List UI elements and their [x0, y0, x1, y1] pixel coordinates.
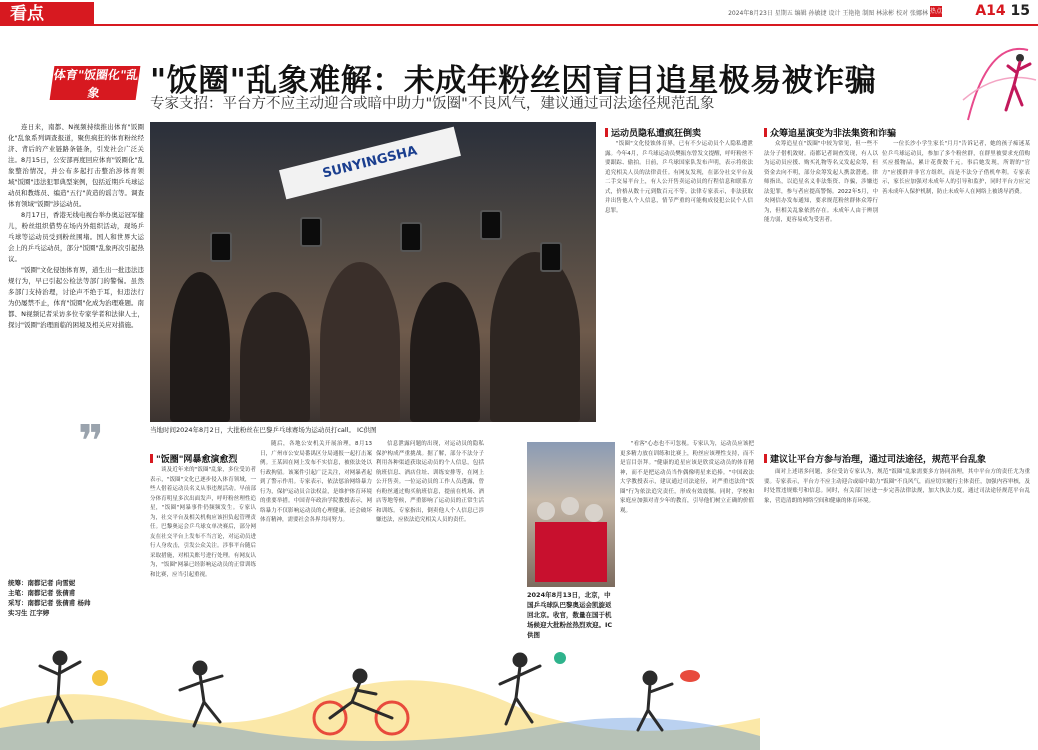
lead-paragraph: 8月17日，香港无线电视台举办奥运冠军健儿，粉丝组织借势在场内外组织活动，现场乒乓球等运动员受到粉丝围堵。国人和世界大运会上的乒乓运动员，部分"饭圈"乱象再次引起热议。 — [8, 211, 144, 263]
sports-illustration — [0, 618, 760, 750]
section-heading: 建议让平台方参与治理，通过司法途径，规范平台乱象 — [764, 452, 986, 465]
credits — [8, 578, 144, 618]
series-badge — [50, 66, 141, 111]
lead-column — [8, 122, 144, 427]
section-heading: "饭圈"网暴愈演愈烈 — [150, 452, 237, 465]
body-column: "饭圈"文化侵蚀体育界，已有不少运动员个人隐私遭泄露。今年4月，乒乓球运动员樊振东曾发文提醒，呼吁粉丝不要跟踪、偷拍。日前，乒乓球国家队发布声明，表示将依法追究相关人员的法律责任。有网友发现，在部分社交平台及二手交易平台上，有人公开售卖运动员的行程信息和联系方式，价格从数十元到数百元不等。法律专家表示，非法获取并出售他人个人信息，情节严重的可能构成侵犯公民个人信息罪。 — [605, 141, 753, 214]
credit-line: 采写：南都记者 张倩甫 杨帅 — [8, 599, 91, 607]
body-column: 面对上述诸多问题，多位受访专家认为，规范"饭圈"乱象需要多方协同治理，其中平台方的责任尤为重要。专家表示，平台方不应主动迎合或暗中助力"饭圈"不良风气，而应切实履行主体责任，加强内容审核，及时处置违规账号和信息。同时，有关部门应进一步完善法律法规，加大执法力度，通过司法途径规范平台乱象，营造清朗的网络空间和健康的体育环境。 — [764, 469, 1030, 504]
section-heading: 运动员隐私遭疯狂倒卖 — [605, 126, 701, 139]
body-column: 一位长沙小学生家长"月月"告诉记者，她的孩子痴迷某位乒乓球运动员，参加了多个粉丝群，在群里被要求充值购买应援物品，累计花费数千元。事后她发现，所谓的"官方"应援群并非官方组织，而是不法分子借机牟利。专家表示，家长应加强对未成年人的引导和监护，同时平台方应完善未成年人保护机制，防止未成年人在网络上被诱导消费。 — [882, 141, 1030, 195]
page-extra: 15 — [1010, 3, 1030, 19]
credit-line: 实习生 江字婷 — [8, 609, 50, 617]
body-column: 众筹追星在"饭圈"中较为常见，但一些不法分子借机敛财。南都记者调查发现，有人以为运动员应援、购买礼物等名义发起众筹，但资金去向不明，部分众筹发起人携款潜逃。律师指出，以追星名义非法集资、诈骗，涉嫌违法犯罪，参与者应提高警惕。2022年5月，中央网信办发布通知，要求规范粉丝群体众筹行为，但相关乱象依然存在。未成年人由于辨别能力弱，更容易成为受害者。 — [764, 141, 878, 223]
body-column: 随后，各地公安机关开展治理，8月13日，广州市公安局番禺区分局通报一起打击案例。王某因在网上发布不实信息，被依法处以行政拘留。该案件引起广泛关注，对网暴者起到了警示作用。专家表示，依法惩治网络暴力行为，保护运动员合法权益，是维护体育环境的重要举措。中国青年政治学院教授表示，网络暴力不仅影响运动员的心理健康，还会破坏体育精神，需要社会各界共同努力。 — [260, 441, 372, 523]
quote-mark-icon: ❞ — [78, 416, 104, 467]
main-photo-caption: 当地时间2024年8月2日，大批粉丝在巴黎乒乓球赛场为运动员打call。 IC供图 — [150, 426, 377, 434]
page-number — [975, 3, 1030, 19]
subheadline: 专家支招：平台方不应主动迎合或暗中助力"饭圈"不良风气，建议通过司法途径规范乱象 — [150, 96, 715, 112]
header-meta: 2024年8月23日 星期五 编辑 孙敏捷 设计 王艳艳 制图 林泳彬 校对 张娜林 — [728, 10, 928, 17]
page-letter: A — [975, 3, 987, 19]
body-column: "看客"心态也不可忽视。专家认为，运动员应该把更多精力放在训练和比赛上，粉丝应该理性支持，而不是盲目崇拜。"健康的追星应该是欣赏运动员的体育精神，而不是把运动员当作偶像明星来追捧。"中国政法大学教授表示，建议通过司法途径，对严重违法的"饭圈"行为依法追究责任，形成有效震慑。同时，学校和家庭应加强对青少年的教育，引导他们树立正确的价值观。 — [620, 441, 754, 514]
series-title: 体育"饭圈化"乱象 — [52, 68, 140, 100]
section-tag: 看点 — [0, 2, 94, 26]
gymnast-illustration — [958, 30, 1038, 130]
secondary-photo-caption: 2024年8月13日，北京，中国乒乓球队巴黎奥运会凯旋返回北京。收官，数量在国于机场候迎大批粉丝热烈欢迎。IC供图 — [527, 591, 613, 639]
lead-paragraph: 连日来，南都、N视频持续推出体育"饭圈化"乱象系列调查报道，聚焦疯狂的体育粉丝经济、背后的产业链路条链条，引发社会广泛关注。8月15日，公安部再度回应体育"饭圈化"乱象整治情况，并公布多起打击整治涉体育领域"饭圈"违法犯罪典型案例，包括近期乒乓球运动员和教练员、编造"五行"黄造的谣言等。调查体育领域"饭圈"涉运动员。 — [8, 123, 144, 208]
series-subtitle: 系列调查报道之 — [70, 104, 114, 111]
headline: "饭圈"乱象难解：未成年粉丝因盲目追星极易被诈骗 — [150, 63, 877, 99]
page-header — [0, 0, 1038, 28]
body-column: 信息泄露问题的出现，对运动员的隐私保护构成严重挑战。据了解，部分不法分子利用各种渠道获取运动员的个人信息，包括航班信息、酒店住址、训练安排等，在网上公开售卖。一位运动员的工作人员透露，曾有粉丝通过购买航班信息，提前在机场、酒店等地等候，严重影响了运动员的正常生活和训练。专家指出，倒卖他人个人信息已涉嫌违法，应依法追究相关人员的责任。 — [376, 441, 484, 523]
fan-banner: SUNYINGSHA — [279, 127, 461, 200]
secondary-photo — [527, 442, 615, 587]
page-num: 14 — [986, 3, 1006, 19]
body-column: 谈及近年来的"饭圈"乱象，多位受访者表示，"饭圈"文化已逐步侵入体育领域，一些人借着运动员名义从事违规活动。早前部分体育明星多次出面发声，呼吁粉丝理性追星，"饭圈"网暴事件仍频频发生。专家认为，社交平台及相关机构应该担负起管理责任。巴黎奥运会乒乓球女单决赛后，部分网友在社交平台上发布不当言论，对运动员进行人身攻击，引发公众关注。涉事平台随后采取措施，对相关账号进行处理。有网友认为，"饭圈"网暴已经影响运动员的正常训练和比赛，应当引起重视。 — [150, 467, 256, 578]
lead-paragraph: "饭圈"文化侵蚀体育界，道生出一批违法违规行为，早已引起公检法等部门的警惕。虽然多部门支持治理，讨论声不绝于耳，但违法行为仍屡禁不止，体育"饭圈"化成为治理难题。南都、N视频记者采访多位专家学者和法律人士，探讨"饭圈"治理面临的困境及相关应对措施。 — [8, 266, 144, 329]
main-photo — [150, 122, 596, 422]
header-rule — [94, 24, 1038, 26]
header-badge: 热点 — [930, 8, 943, 15]
credit-line: 统筹：南都记者 向雪妮 — [8, 579, 76, 587]
section-heading: 众筹追星演变为非法集资和诈骗 — [764, 126, 896, 139]
credit-line: 主笔：南都记者 张倩甫 — [8, 589, 76, 597]
